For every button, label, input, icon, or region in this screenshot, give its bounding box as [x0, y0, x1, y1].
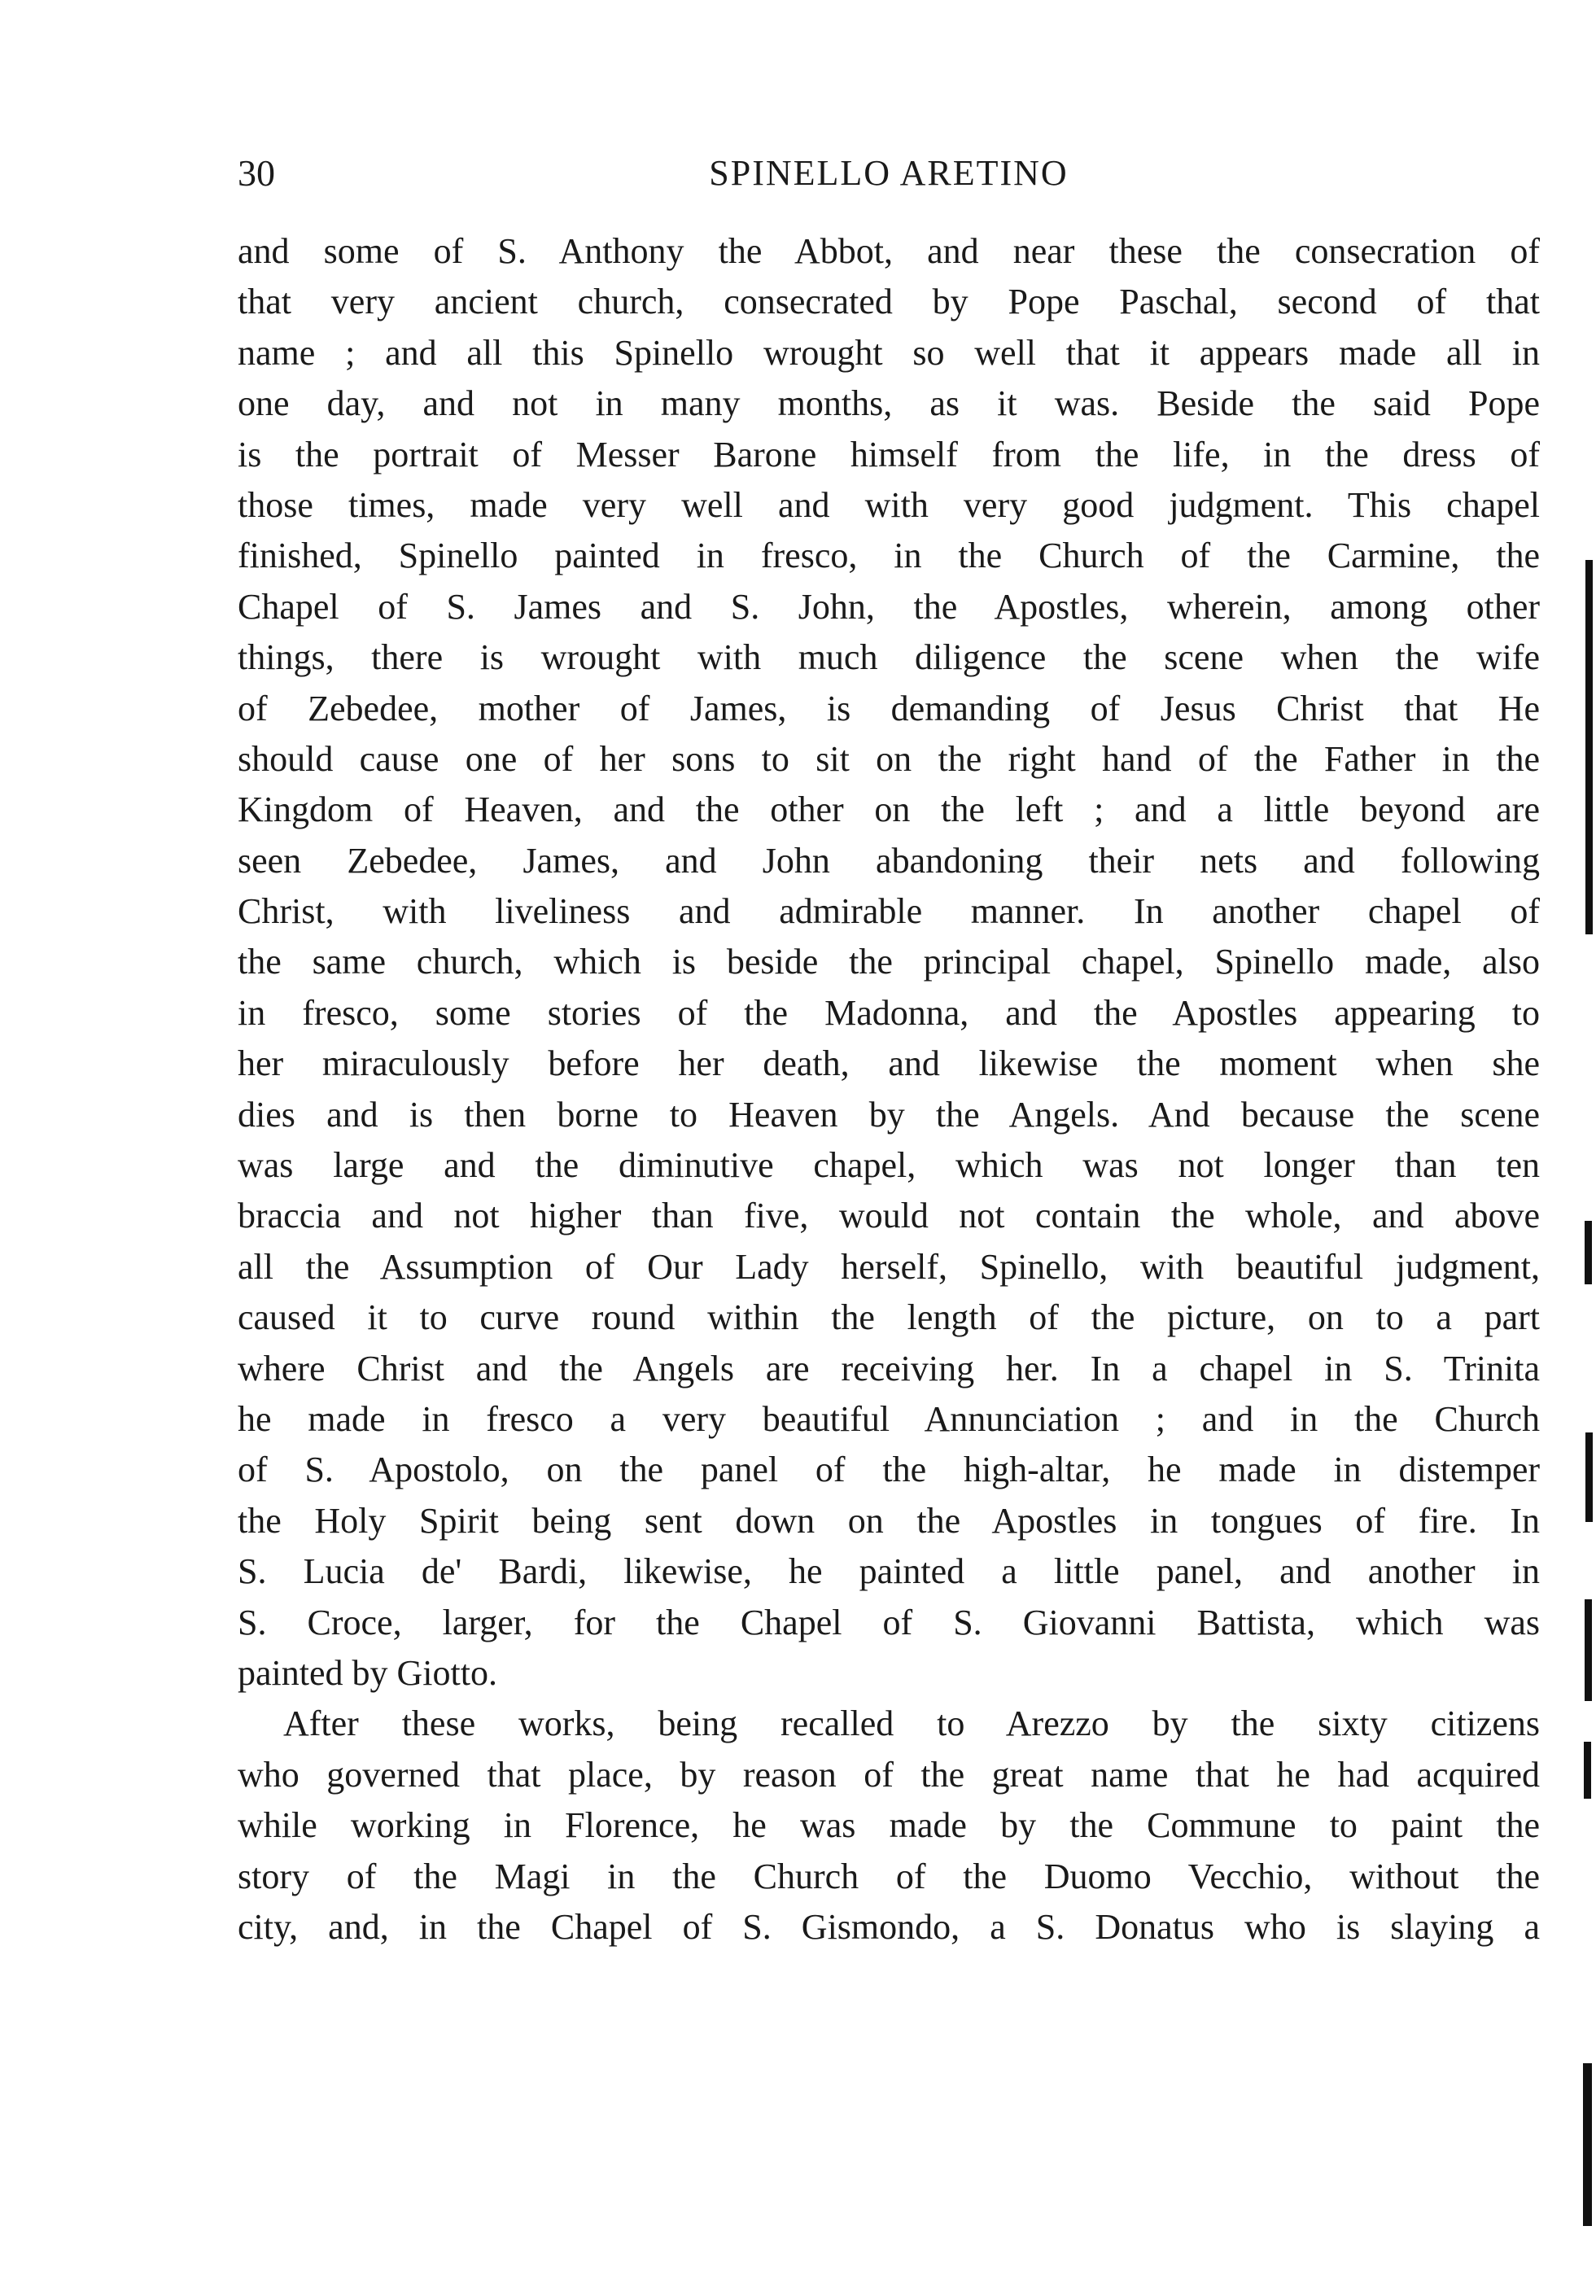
margin-mark: [1585, 560, 1593, 934]
text-line: where Christ and the Angels are receiving her. In a chapel in S. Trinita: [238, 1348, 1540, 1389]
text-line: that very ancient church, consecrated by Pope Paschal, second of that: [238, 282, 1540, 322]
text-line: all the Assumption of Our Lady herself, Spinello, with beautiful judgment,: [238, 1246, 1540, 1287]
text-line: who governed that place, by reason of the great name that he had acquired: [238, 1754, 1540, 1795]
margin-mark: [1584, 1742, 1591, 1799]
text-line: he made in fresco a very beautiful Annunciation ; and in the Church: [238, 1398, 1540, 1439]
text-line: in fresco, some stories of the Madonna, and the Apostles appearing to: [238, 992, 1540, 1033]
text-line: After these works, being recalled to Arezzo by the sixty citizens: [283, 1703, 1540, 1744]
text-line: braccia and not higher than five, would not contain the whole, and above: [238, 1196, 1540, 1236]
text-line: Chapel of S. James and S. John, the Apostles, wherein, among other: [238, 586, 1540, 627]
text-line: of Zebedee, mother of James, is demanding of Jesus Christ that He: [238, 688, 1540, 728]
text-line: S. Lucia de' Bardi, likewise, he painted a little panel, and another in: [238, 1551, 1540, 1592]
text-line: should cause one of her sons to sit on the right hand of the Father in the: [238, 738, 1540, 779]
margin-mark: [1585, 1221, 1592, 1284]
text-line: S. Croce, larger, for the Chapel of S. Giovanni Battista, which was: [238, 1602, 1540, 1642]
text-line: finished, Spinello painted in fresco, in the Church of the Carmine, the: [238, 536, 1540, 576]
margin-mark: [1585, 1599, 1592, 1701]
text-line: city, and, in the Chapel of S. Gismondo, a S. Donatus who is slaying a: [238, 1906, 1540, 1947]
text-line: one day, and not in many months, as it was. Beside the said Pope: [238, 383, 1540, 424]
running-title: SPINELLO ARETINO: [709, 153, 1069, 193]
text-line: dies and is then borne to Heaven by the Angels. And because the scene: [238, 1094, 1540, 1135]
text-line: while working in Florence, he was made by the Commune to paint the: [238, 1805, 1540, 1846]
text-line: her miraculously before her death, and likewise the moment when she: [238, 1043, 1540, 1084]
text-line: Christ, with liveliness and admirable manner. In another chapel of: [238, 891, 1540, 932]
page-number: 30: [238, 152, 275, 194]
text-line: painted by Giotto.: [238, 1652, 497, 1693]
body-text: [238, 226, 1540, 1953]
text-line: caused it to curve round within the length of the picture, on to a part: [238, 1297, 1540, 1338]
page-header: [238, 145, 1540, 202]
text-line: Kingdom of Heaven, and the other on the left ; and a little beyond are: [238, 789, 1540, 830]
text-line: is the portrait of Messer Barone himself from the life, in the dress of: [238, 434, 1540, 475]
text-line: the Holy Spirit being sent down on the Apostles in tongues of fire. In: [238, 1500, 1540, 1541]
text-line: of S. Apostolo, on the panel of the high-altar, he made in distemper: [238, 1450, 1540, 1490]
margin-mark: [1583, 2063, 1592, 2226]
margin-mark: [1585, 1432, 1593, 1522]
text-line: and some of S. Anthony the Abbot, and near these the consecration of: [238, 231, 1540, 271]
text-line: those times, made very well and with very good judgment. This chapel: [238, 484, 1540, 525]
text-line: name ; and all this Spinello wrought so well that it appears made all in: [238, 332, 1540, 373]
text-line: the same church, which is beside the principal chapel, Spinello made, also: [238, 942, 1540, 982]
text-line: things, there is wrought with much diligence the scene when the wife: [238, 637, 1540, 678]
text-line: was large and the diminutive chapel, which was not longer than ten: [238, 1145, 1540, 1186]
text-line: seen Zebedee, James, and John abandoning their nets and following: [238, 840, 1540, 881]
text-line: story of the Magi in the Church of the Duomo Vecchio, without the: [238, 1856, 1540, 1896]
